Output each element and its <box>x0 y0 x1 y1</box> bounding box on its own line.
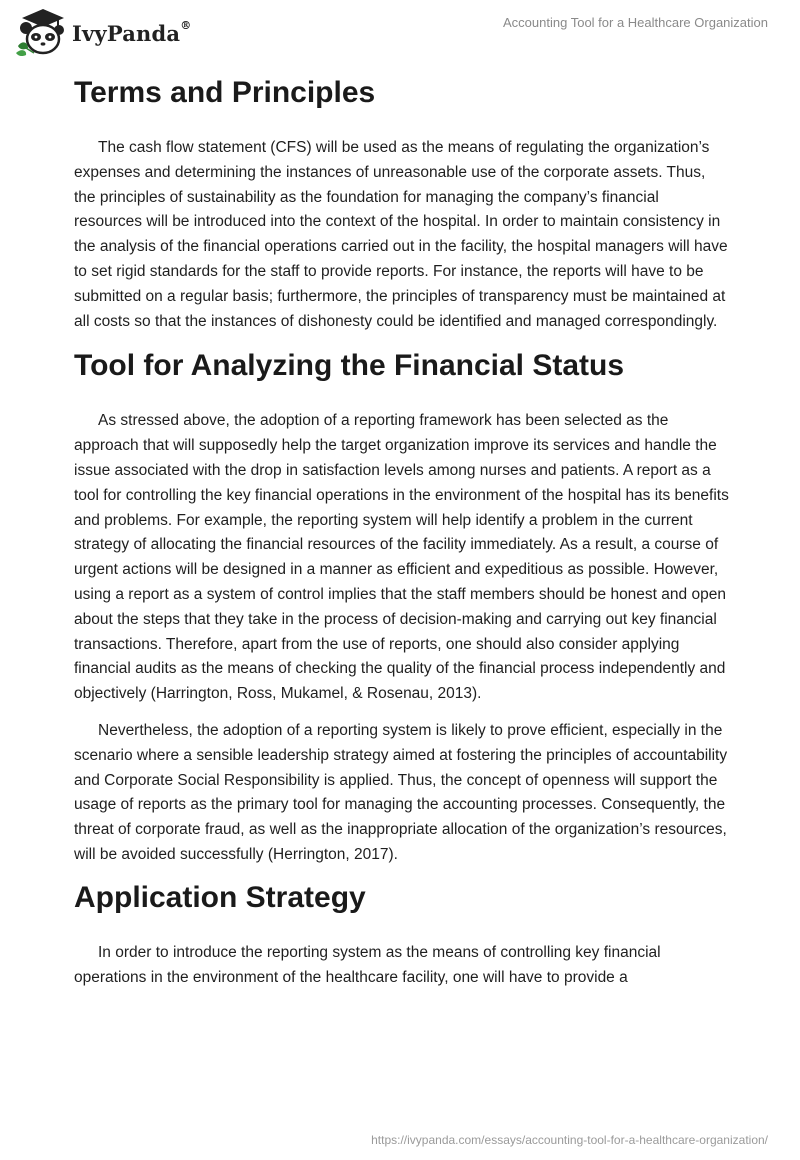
document-running-title: Accounting Tool for a Healthcare Organization <box>503 15 768 30</box>
section-heading-application-strategy: Application Strategy <box>74 880 366 914</box>
paragraph-terms-and-principles: The cash flow statement (CFS) will be used as the means of regulating the organization’s expenses and determining the instances of unreasonable use of the corporate assets. Thus, the principles of sustainability as the foundation for managing the company’s financial resources will be introduced into the context of the hospital. In order to maintain consistency in the analysis of the financial operations carried out in the facility, the hospital managers will have to set rigid standards for the staff to provide reports. For instance, the reports will have to be submitted on a regular basis; furthermore, the principles of transparency must be maintained at all costs so that the instances of dishonesty could be identified and managed correspondingly. <box>74 139 728 330</box>
paragraph-tool-analysis-2: Nevertheless, the adoption of a reporting system is likely to prove efficient, especially in the scenario where a sensible leadership strategy aimed at fostering the principles of accountability and Corporate Social Responsibility is applied. Thus, the concept of openness will support the usage of reports as the primary tool for managing the accounting processes. Consequently, the threat of corporate fraud, as well as the inappropriate allocation of the organization’s resources, will be avoided successfully (Herrington, 2017). <box>74 721 728 863</box>
section-heading-tool-for-analyzing: Tool for Analyzing the Financial Status <box>74 349 625 383</box>
panda-graduate-icon <box>12 6 70 58</box>
essay-body <box>74 72 730 990</box>
source-url-link[interactable]: https://ivypanda.com/essays/accounting-tool-for-a-healthcare-organization/ <box>371 1133 768 1147</box>
brand-name: IvyPanda® <box>72 18 192 46</box>
section-heading-terms-and-principles: Terms and Principles <box>74 76 376 109</box>
paragraph-application-strategy: In order to introduce the reporting system as the means of controlling key financial operations in the environment of the healthcare facility, one will have to provide a <box>74 943 661 986</box>
page-header <box>0 0 800 70</box>
paragraph-tool-analysis-1: As stressed above, the adoption of a reporting framework has been selected as the approach that will supposedly help the target organization improve its services and handle the issue associated with the drop in satisfaction levels among nurses and patients. A report as a tool for controlling the key financial operations in the environment of the hospital has its benefits and problems. For example, the reporting system will help identify a problem in the current strategy of allocating the financial resources of the facility immediately. As a result, a course of urgent actions will be designed in a manner as efficient and expeditious as possible. However, using a report as a system of control implies that the staff members should be honest and open about the steps that they take in the process of decision-making and carrying out key financial transactions. Therefore, apart from the use of reports, one should also consider applying financial audits as the means of checking the quality of the financial process independently and objectively (Harrington, Ross, Mukamel, & Rosenau, 2013). <box>74 412 729 703</box>
ivypanda-logo[interactable] <box>12 6 191 58</box>
